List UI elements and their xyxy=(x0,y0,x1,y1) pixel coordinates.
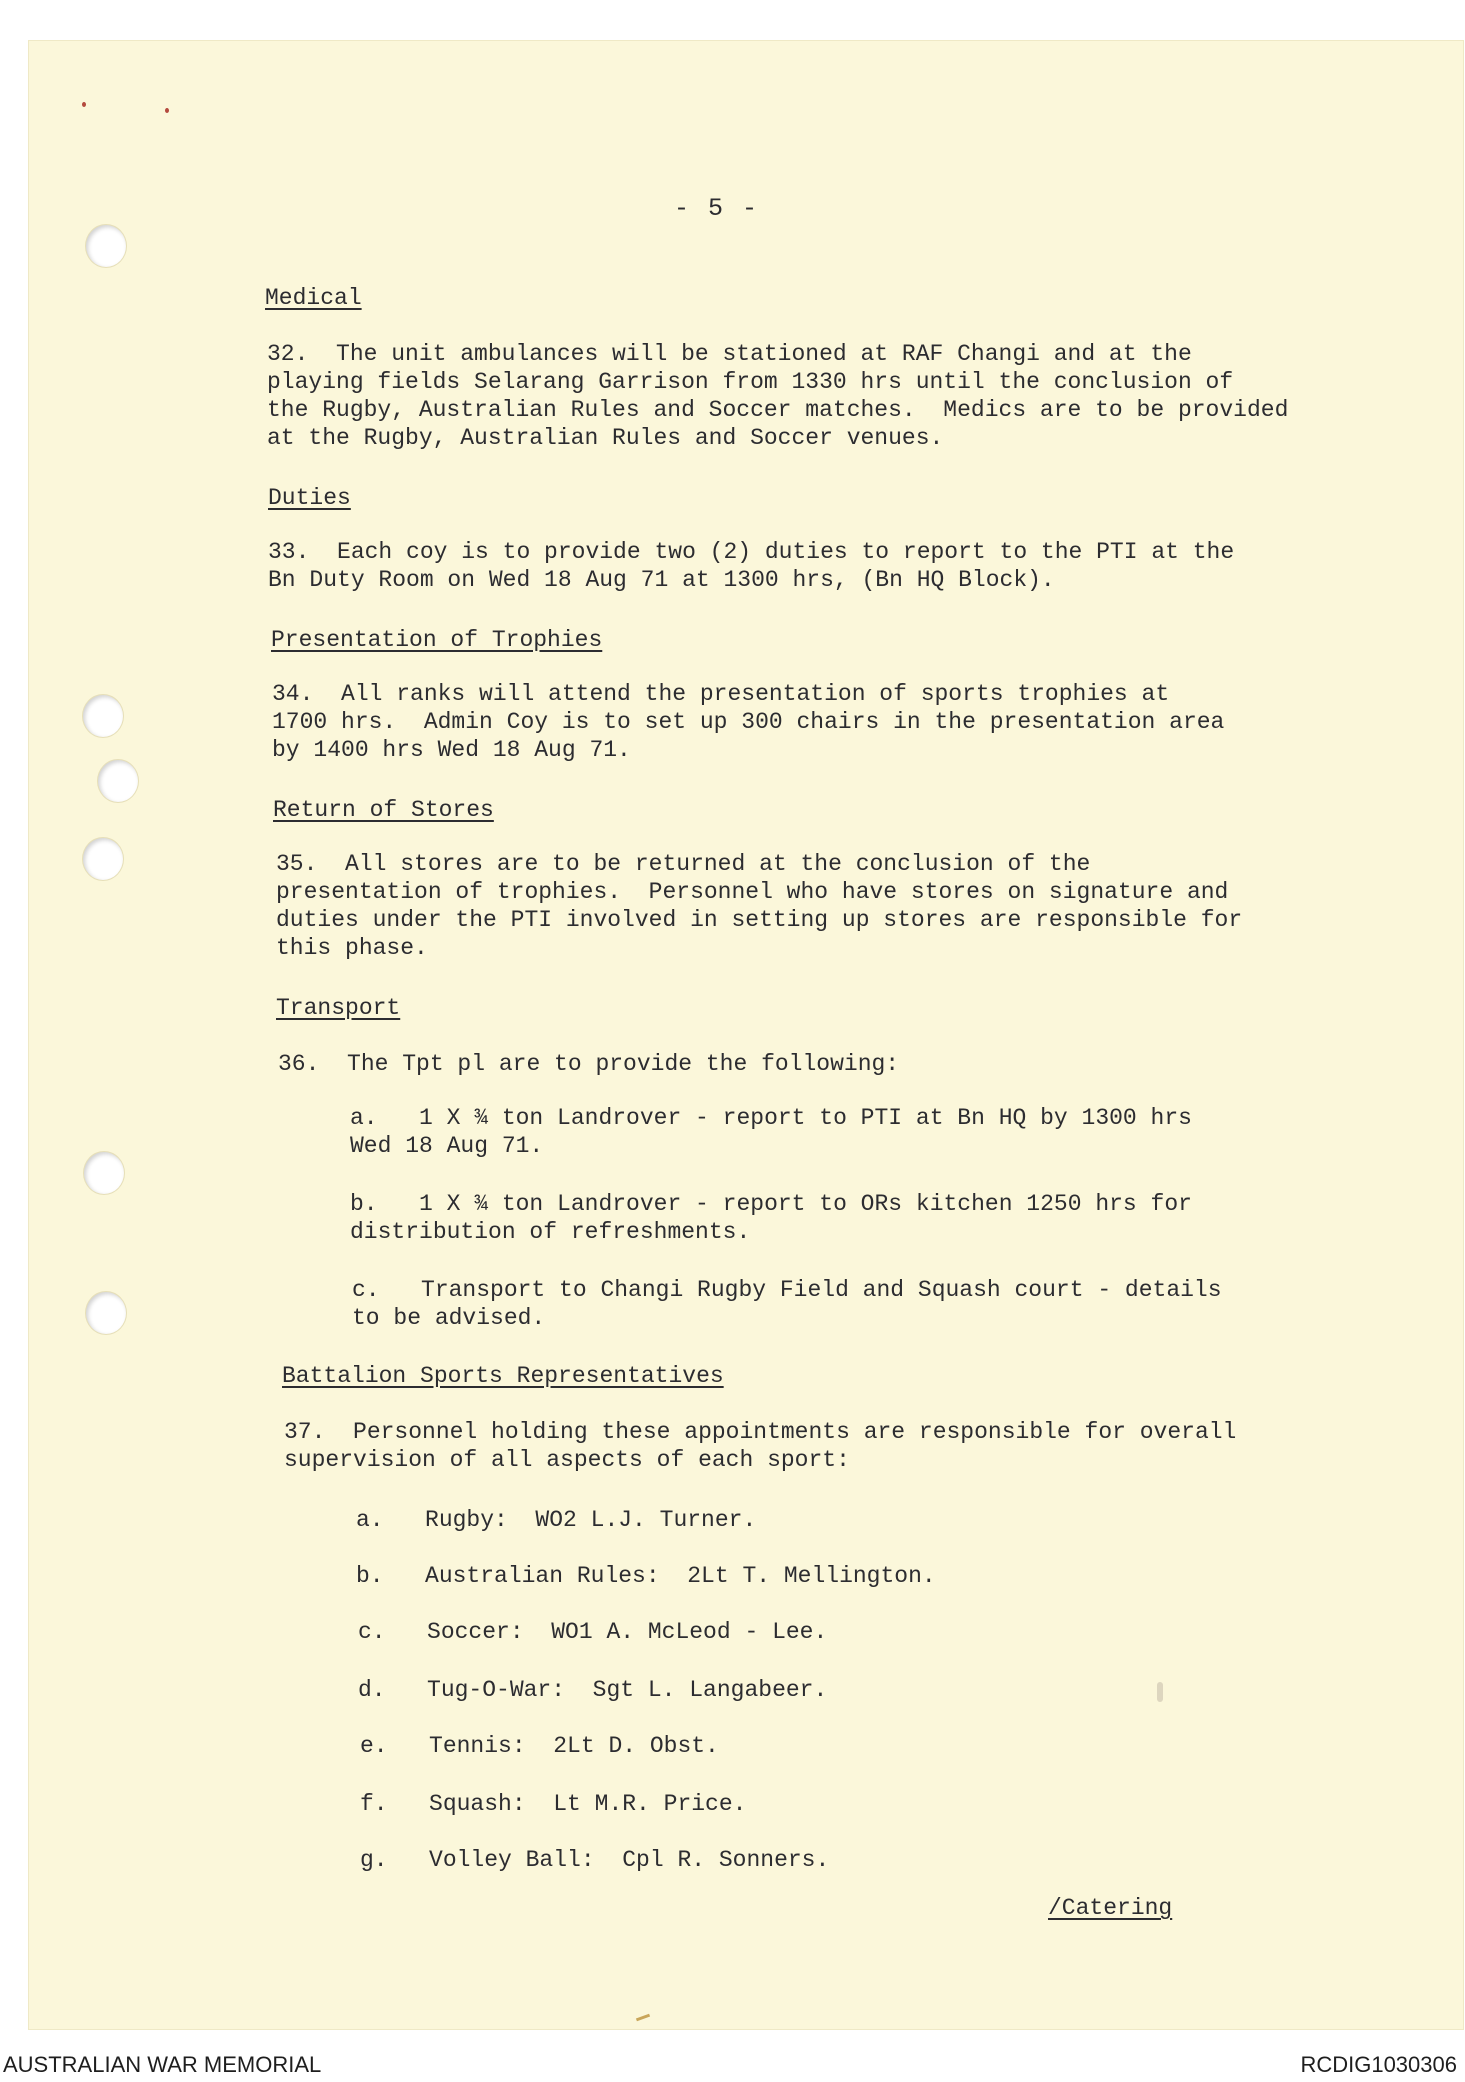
catchword: /Catering xyxy=(1048,1895,1173,1921)
section-heading-return-of-stores: Return of Stores xyxy=(273,797,494,823)
representative-volley-ball: g. Volley Ball: Cpl R. Sonners. xyxy=(360,1847,830,1873)
punch-hole xyxy=(83,695,123,737)
representative-rugby: a. Rugby: WO2 L.J. Turner. xyxy=(356,1507,757,1533)
transport-item-c: c. Transport to Changi Rugby Field and Squash court - details to be advised. xyxy=(352,1277,1222,1331)
section-heading-transport: Transport xyxy=(276,995,401,1021)
page-number: - 5 - xyxy=(674,194,760,223)
transport-item-a: a. 1 X ¾ ton Landrover - report to PTI at Bn HQ by 1300 hrs Wed 18 Aug 71. xyxy=(350,1105,1192,1159)
paper-smudge xyxy=(1157,1682,1163,1702)
punch-hole xyxy=(86,225,126,267)
section-heading-presentation-of-trophies: Presentation of Trophies xyxy=(271,627,603,653)
paragraph-32: 32. The unit ambulances will be stationed at RAF Changi and at the playing fields Selarang Garrison from 1330 hrs until the conclusion of the Rugby, Australian Rules and Soccer matches. Medics are to be provided at the Rugby, Australian Rules and Soccer venues. xyxy=(267,341,1289,451)
paragraph-34: 34. All ranks will attend the presentation of sports trophies at 1700 hrs. Admin Coy is to set up 300 chairs in the presentation area by 1400 hrs Wed 18 Aug 71. xyxy=(272,681,1225,763)
paragraph-37: 37. Personnel holding these appointments are responsible for overall supervision of all aspects of each sport: xyxy=(284,1419,1237,1473)
punch-hole xyxy=(84,1152,124,1194)
paragraph-33: 33. Each coy is to provide two (2) duties to report to the PTI at the Bn Duty Room on Wed 18 Aug 71 at 1300 hrs, (Bn HQ Block). xyxy=(268,539,1235,593)
representative-squash: f. Squash: Lt M.R. Price. xyxy=(360,1791,747,1817)
punch-hole xyxy=(86,1292,126,1334)
paragraph-36: 36. The Tpt pl are to provide the following: xyxy=(278,1051,900,1077)
section-heading-medical: Medical xyxy=(265,285,362,311)
section-heading-battalion-sports-representatives: Battalion Sports Representatives xyxy=(282,1363,724,1389)
transport-item-b: b. 1 X ¾ ton Landrover - report to ORs kitchen 1250 hrs for distribution of refreshments. xyxy=(350,1191,1192,1245)
paper-speck xyxy=(82,102,86,107)
representative-tennis: e. Tennis: 2Lt D. Obst. xyxy=(360,1733,719,1759)
punch-hole xyxy=(98,760,138,802)
paper-speck xyxy=(165,108,169,113)
paragraph-35: 35. All stores are to be returned at the conclusion of the presentation of trophies. Personnel who have stores on signature and duties under the PTI involved in setting up stores are responsible for this phase. xyxy=(276,851,1243,961)
punch-hole xyxy=(83,838,123,880)
representative-tug-o-war: d. Tug-O-War: Sgt L. Langabeer. xyxy=(358,1677,828,1703)
section-heading-duties: Duties xyxy=(268,485,351,511)
representative-australian-rules: b. Australian Rules: 2Lt T. Mellington. xyxy=(356,1563,936,1589)
document-sheet xyxy=(28,40,1464,2030)
footer-source: AUSTRALIAN WAR MEMORIAL xyxy=(3,2052,322,2077)
footer-record-id: RCDIG1030306 xyxy=(1300,2052,1457,2077)
representative-soccer: c. Soccer: WO1 A. McLeod - Lee. xyxy=(358,1619,828,1645)
